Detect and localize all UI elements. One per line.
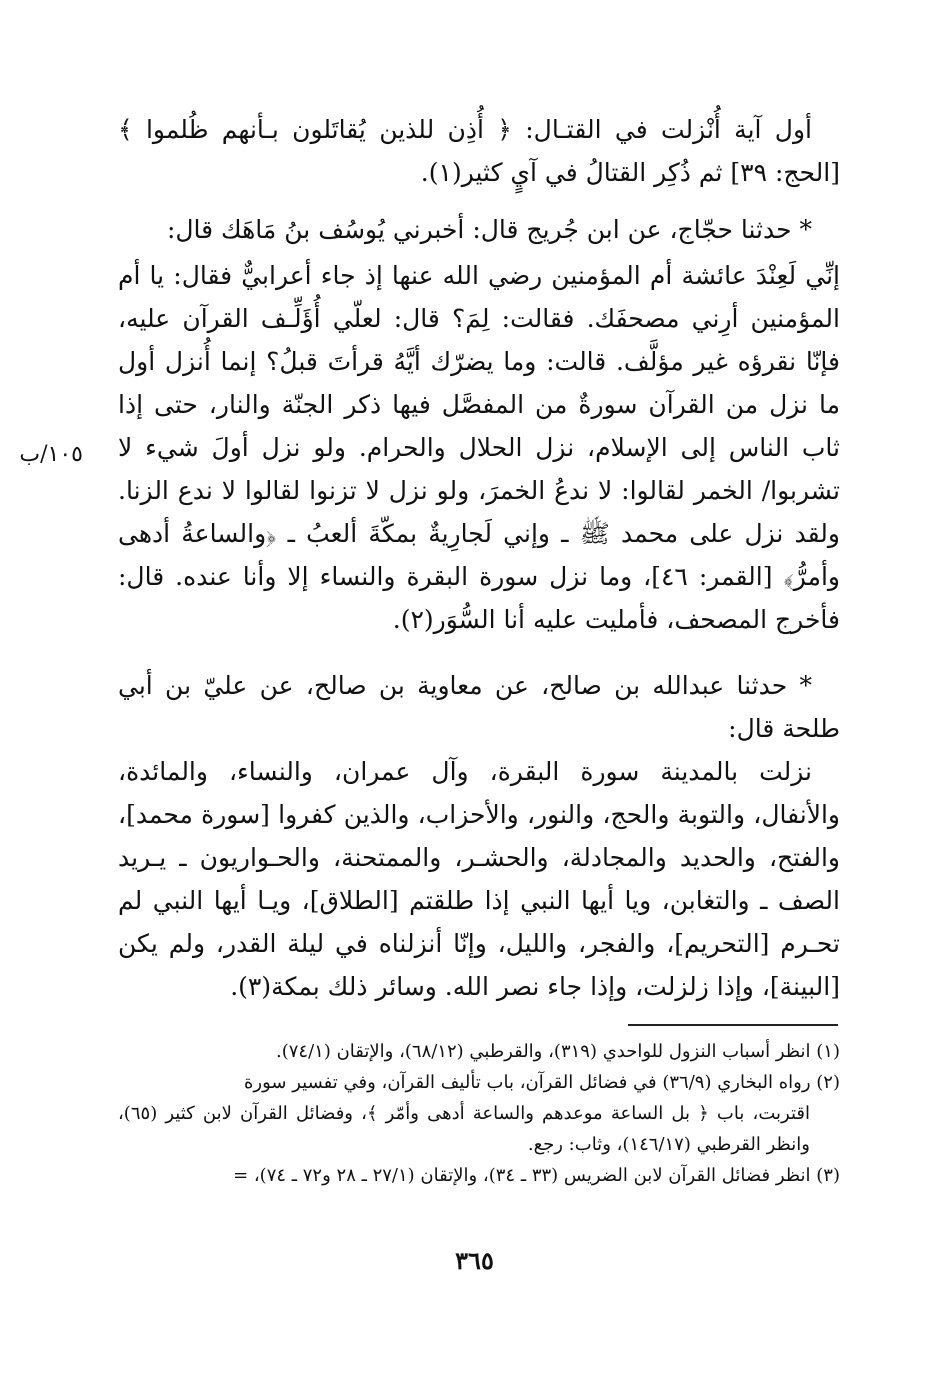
footnote-1 bbox=[118, 1036, 840, 1067]
paragraph-aisha-hadith bbox=[118, 254, 840, 641]
paragraph-madinan-surahs bbox=[118, 750, 840, 1008]
paragraph-text: * حدثنا حجّاج، عن ابن جُريج قال: أخبرني يُوسُف بنُ مَاهَك قال: bbox=[166, 215, 812, 244]
paragraph-text: إنِّي لَعِنْدَ عائشة أم المؤمنين رضي الله عنها إذ جاء أعرابيٌّ فقال: يا أم المؤمنين أرِني مصحفَك. فقالت: لِمَ؟ قال: لعلّي أُؤَلِّـف القرآن عليه، فإنّا نقرؤه غير مؤلَّف. قالت: وما يضرّك أيَّهُ قرأتَ قبلُ؟ إنما أُنزل أول ما نزل من القرآن سورةٌ من المفصَّل فيها ذكر الجنّة والنار، حتى إذا ثاب الناس إلى الإسلام، نزل الحلال والحرام. ولو نزل أولَ شيء لا تشربوا/ الخمر لقالوا: لا ندعُ الخمرَ، ولو نزل لا تزنوا لقالوا لا ندع الزنا. ولقد نزل على محمد ﷺ ـ وإني لَجارِيةٌ بمكّةَ ألعبُ ـ ﴿والساعةُ أدهى وأمرُّ﴾ [القمر: ٤٦]، وما نزل سورة البقرة والنساء إلا وأنا عنده. قال: فأخرج المصحف، فأمليت عليه أنا السُّوَر(٢). bbox=[118, 261, 840, 634]
paragraph-text: نزلت بالمدينة سورة البقرة، وآل عمران، والنساء، والمائدة، والأنفال، والتوبة والحج، والنور، والأحزاب، والذين كفروا [سورة محمد]، والفتح، والحديد والمجادلة، والحشـر، والممتحنة، والحـواريون ـ يـريد الصف ـ والتغابن، ويا أيها النبي إذا طلقتم [الطلاق]، ويـا أيها النبي لم تحـرم [التحريم]، والفجر، والليل، وإنّا أنزلناه في ليلة القدر، ولم يكن [البينة]، وإذا زلزلت، وإذا جاء نصر الله. وسائر ذلك بمكة(٣). bbox=[118, 757, 840, 1001]
paragraph-isnad-abdullah bbox=[118, 664, 840, 750]
footnote-text: (١) انظر أسباب النزول للواحدي (٣١٩)، والقرطبي (٦٨/١٢)، والإتقان (٧٤/١). bbox=[276, 1041, 840, 1062]
paragraph-first-verse bbox=[118, 108, 840, 194]
footnote-3 bbox=[118, 1160, 840, 1191]
paragraph-text: أول آية أُنْزلت في القتـال: ﴿ أُذِن للذين يُقاتَلون بـأنهم ظُلموا ﴾ [الحج: ٣٩] ثم ذُكِر القتالُ في آيٍ كثير(١). bbox=[118, 115, 840, 187]
footnote-text: (٢) رواه البخاري (٣٦/٩) في فضائل القرآن، باب تأليف القرآن، وفي تفسير سورة bbox=[244, 1072, 840, 1093]
manuscript-folio-marker: ١٠٥/ب bbox=[19, 442, 83, 467]
footnote-2 bbox=[118, 1067, 840, 1160]
paragraph-isnad-hajjaj bbox=[118, 208, 840, 251]
footnote-text: (٣) انظر فضائل القرآن لابن الضريس (٣٣ ـ ٣٤)، والإتقان (٢٧/١ ـ ٢٨ و٧٢ ـ ٧٤)، = bbox=[233, 1165, 840, 1186]
page-number: ٣٦٥ bbox=[455, 1246, 494, 1275]
footnote-continuation: اقتربت، باب ﴿ بل الساعة موعدهم والساعة أدهى وأمّر ﴾، وفضائل القرآن لابن كثير (٦٥)، وانظر القرطبي (١٤٦/١٧)، وثاب: رجع. bbox=[118, 1103, 810, 1155]
paragraph-text: * حدثنا عبدالله بن صالح، عن معاوية بن صالح، عن عليّ بن أبي طلحة قال: bbox=[118, 671, 840, 743]
footnotes bbox=[118, 1036, 840, 1191]
footnote-divider bbox=[628, 1024, 838, 1026]
